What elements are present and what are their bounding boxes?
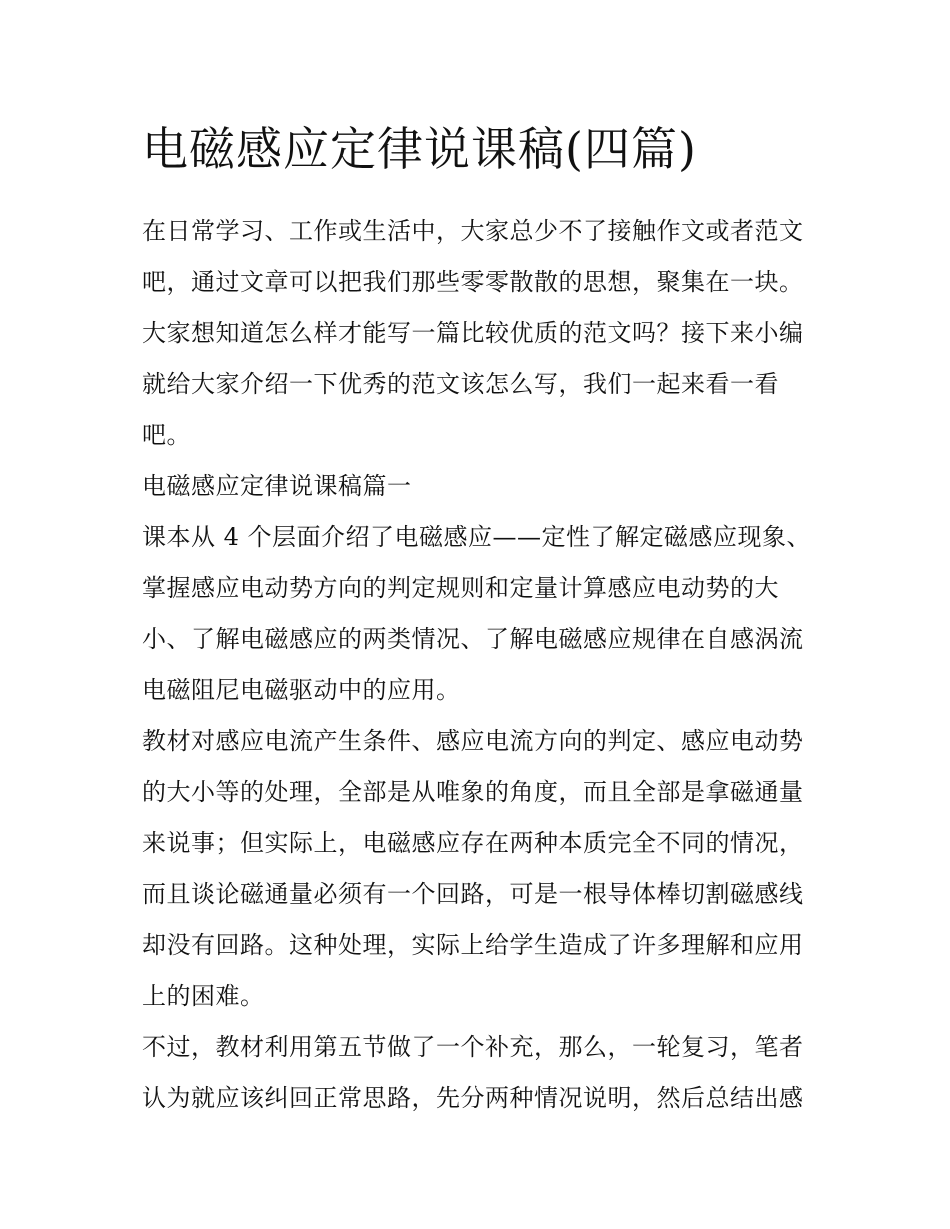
text-line: 电磁阻尼电磁驱动中的应用。: [142, 676, 461, 704]
text-line: 大家想知道怎么样才能写一篇比较优质的范文吗？接下来小编: [142, 319, 804, 347]
text-line: 的大小等的处理，全部是从唯象的角度，而且全部是拿磁通量: [142, 778, 804, 806]
paragraph-2: [142, 716, 814, 1022]
document-page: [142, 118, 814, 1124]
text-line: 却没有回路。这种处理，实际上给学生造成了许多理解和应用: [142, 931, 804, 959]
text-line: 就给大家介绍一下优秀的范文该怎么写，我们一起来看一看: [142, 370, 779, 398]
document-title: 电磁感应定律说课稿(四篇): [142, 122, 697, 176]
text-line: 而且谈论磁通量必须有一个回路，可是一根导体棒切割磁感线: [142, 880, 804, 908]
text-line: 课本从 4 个层面介绍了电磁感应——定性了解定磁感应现象、: [142, 523, 812, 551]
text-line: 在日常学习、工作或生活中，大家总少不了接触作文或者范文: [142, 217, 804, 245]
section-heading: 电磁感应定律说课稿篇一: [142, 472, 412, 500]
paragraph-3: [142, 1022, 814, 1124]
text-line: 教材对感应电流产生条件、感应电流方向的判定、感应电动势: [142, 727, 804, 755]
text-line: 吧，通过文章可以把我们那些零零散散的思想，聚集在一块。: [142, 268, 804, 296]
text-line: 小、了解电磁感应的两类情况、了解电磁感应规律在自感涡流: [142, 625, 804, 653]
intro-paragraph: [142, 206, 814, 461]
text-line: 认为就应该纠回正常思路，先分两种情况说明，然后总结出感: [142, 1084, 804, 1112]
text-line: 吧。: [142, 421, 191, 449]
text-line: 上的困难。: [142, 982, 265, 1010]
text-line: 来说事；但实际上，电磁感应存在两种本质完全不同的情况，: [142, 829, 804, 857]
paragraph-1: [142, 512, 814, 716]
text-line: 掌握感应电动势方向的判定规则和定量计算感应电动势的大: [142, 574, 779, 602]
text-line: 不过，教材利用第五节做了一个补充，那么，一轮复习，笔者: [142, 1033, 804, 1061]
